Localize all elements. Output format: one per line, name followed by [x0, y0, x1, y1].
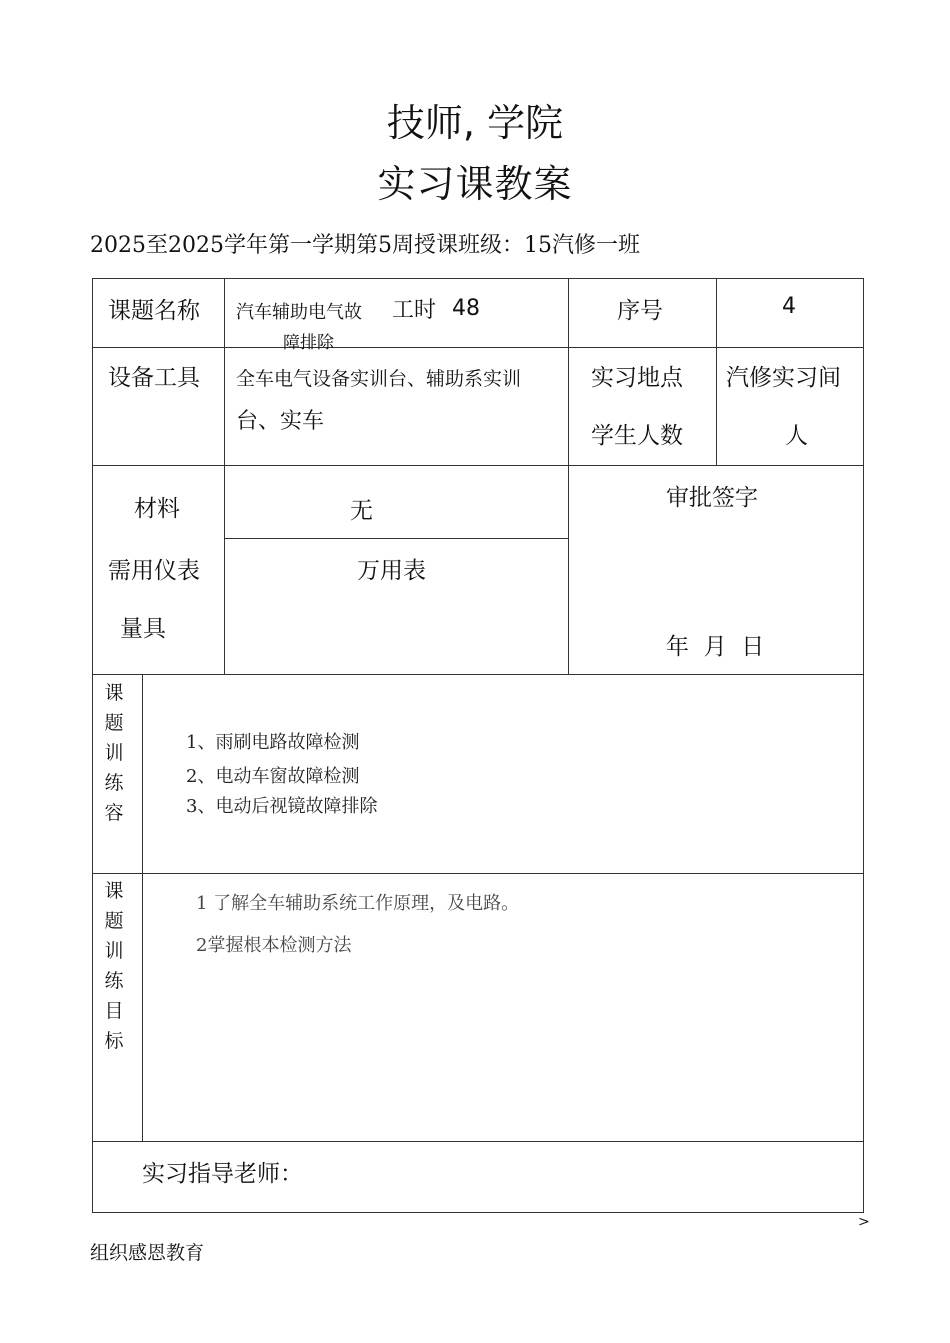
hours-value: 48 — [452, 296, 480, 321]
goal-item: 1 了解全车辅助系统工作原理，及电路。 — [196, 893, 520, 914]
row-divider — [92, 674, 864, 675]
students-label: 学生人数 — [591, 423, 683, 449]
table-border-top — [92, 278, 864, 279]
instrument-label-line1: 需用仪表 — [108, 558, 200, 584]
col-divider — [716, 278, 717, 465]
hours-label: 工时 — [392, 298, 437, 323]
row-divider — [224, 538, 568, 539]
location-value: 汽修实习间 — [726, 365, 841, 391]
content-item: 1、雨刷电路故障检测 — [186, 732, 360, 753]
goal-label: 课 题 训 练 目 标 — [104, 880, 124, 1052]
instrument-label-line2: 量具 — [120, 616, 166, 642]
equipment-value-line1: 全车电气设备实训台、辅助系实训 — [236, 368, 522, 390]
topic-value-line2: 障排除 — [283, 333, 334, 353]
goal-item: 2掌握根本检测方法 — [196, 935, 352, 956]
topic-value-line1: 汽车辅助电气故 — [236, 302, 362, 323]
marker-glyph: > — [858, 1214, 870, 1230]
material-value: 无 — [350, 498, 373, 524]
content-item: 2、电动车窗故障检测 — [186, 766, 360, 787]
table-border-right — [863, 278, 864, 1212]
col-divider — [224, 278, 225, 674]
students-value: 人 — [785, 423, 808, 449]
location-label: 实习地点 — [591, 365, 683, 391]
equipment-label: 设备工具 — [108, 365, 200, 391]
sequence-label: 序号 — [617, 298, 663, 324]
content-label: 课 题 训 练 容 — [104, 682, 124, 824]
term-class-info: 2025至2025学年第一学期第5周授课班级：15汽修一班 — [90, 233, 640, 258]
instrument-value: 万用表 — [357, 558, 426, 584]
col-divider — [568, 278, 569, 674]
teacher-label: 实习指导老师： — [142, 1161, 303, 1187]
material-label: 材料 — [134, 496, 180, 522]
document-title: 实习课教案 — [377, 162, 573, 206]
row-divider — [92, 465, 864, 466]
topic-label: 课题名称 — [108, 298, 200, 324]
table-border-bottom — [92, 1212, 864, 1213]
content-item: 3、电动后视镜故障排除 — [186, 796, 378, 817]
table-border-left — [92, 278, 93, 1212]
row-divider — [92, 347, 864, 348]
col-divider — [142, 674, 143, 1141]
school-title: 技师, 学院 — [386, 101, 564, 145]
equipment-value-line2: 台、实车 — [236, 409, 325, 434]
approval-date: 年 月 日 — [666, 634, 765, 660]
footer-text: 组织感恩教育 — [90, 1242, 205, 1264]
approval-label: 审批签字 — [666, 485, 758, 511]
row-divider — [92, 873, 864, 874]
row-divider — [92, 1141, 864, 1142]
sequence-value: 4 — [782, 294, 796, 319]
